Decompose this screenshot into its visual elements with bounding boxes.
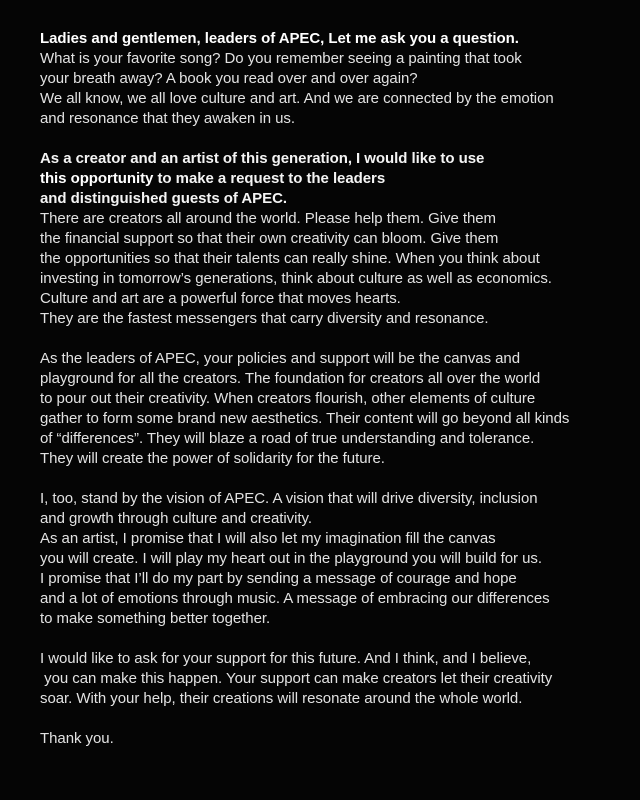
text-line: and a lot of emotions through music. A message of embracing our differences — [40, 590, 550, 607]
text-line: As an artist, I promise that I will also let my imagination fill the canvas — [40, 530, 496, 547]
text-line: you can make this happen. Your support can make creators let their creativity — [40, 670, 553, 687]
text-line: They will create the power of solidarity for the future. — [40, 450, 385, 467]
text-line: investing in tomorrow’s generations, think about culture as well as economics. — [40, 270, 552, 287]
text-line: soar. With your help, their creations will resonate around the whole world. — [40, 690, 523, 707]
text-line: I promise that I’ll do my part by sending a message of courage and hope — [40, 570, 517, 587]
text-line: We all know, we all love culture and art. And we are connected by the emotion — [40, 90, 554, 107]
text-line: playground for all the creators. The foundation for creators all over the world — [40, 370, 541, 387]
paragraph-spacer — [40, 629, 630, 649]
paragraph-vision — [40, 489, 630, 629]
text-line: They are the fastest messengers that carry diversity and resonance. — [40, 310, 489, 327]
paragraph-spacer — [40, 709, 630, 729]
text-line-heading: As a creator and an artist of this generation, I would like to use — [40, 150, 485, 167]
paragraph-opening — [40, 29, 630, 129]
paragraph-request — [40, 149, 630, 329]
paragraph-spacer — [40, 329, 630, 349]
text-line: of “differences”. They will blaze a road of true understanding and tolerance. — [40, 430, 535, 447]
paragraph-spacer — [40, 129, 630, 149]
text-line-heading: Ladies and gentlemen, leaders of APEC, Let me ask you a question. — [40, 30, 519, 47]
text-line: to pour out their creativity. When creators flourish, other elements of culture — [40, 390, 536, 407]
text-line: gather to form some brand new aesthetics. Their content will go beyond all kinds — [40, 410, 570, 427]
closing-line: Thank you. — [40, 730, 114, 747]
text-line: and resonance that they awaken in us. — [40, 110, 295, 127]
text-line: the opportunities so that their talents can really shine. When you think about — [40, 250, 540, 267]
paragraph-leaders — [40, 349, 630, 469]
text-line: and growth through culture and creativity. — [40, 510, 312, 527]
paragraph-spacer — [40, 469, 630, 489]
speech-text — [40, 29, 630, 749]
text-line: I, too, stand by the vision of APEC. A vision that will drive diversity, inclusion — [40, 490, 538, 507]
text-line: your breath away? A book you read over and over again? — [40, 70, 418, 87]
text-line: As the leaders of APEC, your policies and support will be the canvas and — [40, 350, 521, 367]
text-line: What is your favorite song? Do you remember seeing a painting that took — [40, 50, 522, 67]
text-line: to make something better together. — [40, 610, 271, 627]
text-line-rest: to make a request to the leaders — [153, 170, 386, 187]
text-line: you will create. I will play my heart out in the playground you will build for us. — [40, 550, 542, 567]
text-line: I would like to ask for your support for this future. And I think, and I believe, — [40, 650, 532, 667]
text-line: the financial support so that their own creativity can bloom. Give them — [40, 230, 499, 247]
text-line-heading: and distinguished guests of APEC. — [40, 190, 287, 207]
text-line-heading — [40, 169, 630, 189]
text-line: Culture and art are a powerful force that moves hearts. — [40, 290, 401, 307]
text-line: There are creators all around the world. Please help them. Give them — [40, 210, 496, 227]
paragraph-closing — [40, 729, 630, 749]
paragraph-support — [40, 649, 630, 709]
emphasis-text: this opportunity — [40, 170, 154, 187]
